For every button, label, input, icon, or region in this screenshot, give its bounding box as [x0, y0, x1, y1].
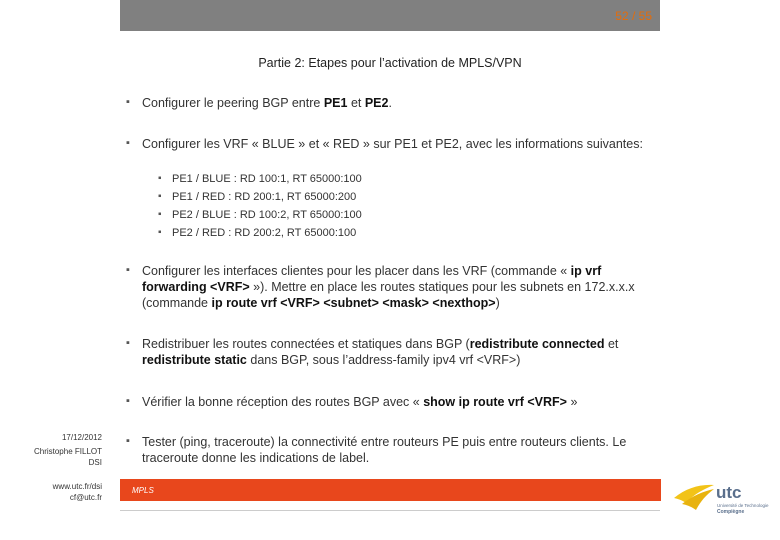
- bullet-test: [126, 434, 662, 466]
- slide-title: Partie 2: Etapes pour l’activation de MPLS/VPN: [258, 56, 522, 70]
- bullet-keyword: redistribute connected: [469, 337, 605, 351]
- bullet-keyword: redistribute static: [142, 353, 247, 367]
- bullet-interfaces: [126, 263, 662, 311]
- page-separator: /: [631, 9, 636, 23]
- bullet-redistribute: [126, 336, 662, 368]
- sub-bullet-marker: ▪: [158, 209, 162, 220]
- bullet-keyword: ip vrf forwarding <VRF>: [142, 264, 602, 294]
- bullet-text: et: [604, 337, 619, 351]
- sub-bullet-marker: ▪: [158, 191, 162, 202]
- bullet-text: Redistribuer les routes connectées et statiques dans BGP (: [142, 337, 470, 351]
- bullet-keyword: PE1: [323, 96, 348, 110]
- bullet-text: et: [347, 96, 365, 110]
- bullet-text: Configurer les VRF « BLUE » et « RED » sur PE1 et PE2, avec les informations suivantes:: [142, 137, 643, 151]
- sub-item: [158, 188, 357, 206]
- page-number: [615, 9, 652, 23]
- footer-bar: [120, 479, 661, 501]
- sub-item-text: PE1 / RED : RD 200:1, RT 65000:200: [172, 191, 357, 203]
- footer-label: MPLS: [132, 486, 154, 495]
- bullet-text: Vérifier la bonne réception des routes BGP avec «: [142, 395, 424, 409]
- sidebar-dept: DSI: [88, 458, 102, 467]
- sub-bullet-marker: ▪: [158, 227, 162, 238]
- bullet-marker: ▪: [126, 337, 130, 349]
- sub-item: [158, 206, 362, 224]
- bullet-vrf: [126, 136, 662, 152]
- sub-item: [158, 224, 357, 242]
- sub-item: [158, 170, 362, 188]
- sub-item-text: PE1 / BLUE : RD 100:1, RT 65000:100: [172, 173, 362, 185]
- sidebar-author: Christophe FILLOT: [33, 447, 102, 456]
- bullet-text: »). Mettre en place les routes statiques pour les subnets en 172.x.x.x (commande: [142, 280, 635, 310]
- bullet-text: ): [495, 296, 500, 310]
- logo-brand: utc: [716, 483, 742, 502]
- bullet-text: Configurer les interfaces clientes pour les placer dans les VRF (commande «: [142, 264, 571, 278]
- logo-line1: Université de Technologie: [717, 503, 769, 508]
- bullet-marker: ▪: [126, 395, 130, 407]
- header-bar: [120, 0, 660, 31]
- bullet-peering: [126, 95, 662, 111]
- page-total: 55: [638, 9, 652, 23]
- bullet-text: .: [388, 96, 392, 110]
- bullet-verify: [126, 394, 662, 410]
- bullet-keyword: show ip route vrf <VRF>: [423, 395, 567, 409]
- sidebar-email: cf@utc.fr: [69, 493, 102, 502]
- page-current: 52: [615, 9, 629, 23]
- logo-swoosh-icon: [674, 485, 714, 510]
- bullet-marker: ▪: [126, 137, 130, 149]
- bullet-marker: ▪: [126, 96, 130, 108]
- bullet-keyword: ip route vrf <VRF> <subnet> <mask> <nexthop>: [211, 296, 496, 310]
- bullet-text: dans BGP, sous l’address-family ipv4 vrf <VRF>): [246, 353, 521, 367]
- bullet-marker: ▪: [126, 264, 130, 276]
- bullet-text: Configurer le peering BGP entre: [142, 96, 324, 110]
- sidebar-date: 17/12/2012: [61, 433, 102, 442]
- bullet-keyword: PE2: [364, 96, 389, 110]
- utc-logo: [672, 478, 778, 518]
- sub-item-text: PE2 / RED : RD 200:2, RT 65000:100: [172, 227, 357, 239]
- bullet-marker: ▪: [126, 435, 130, 447]
- bullet-text: Tester (ping, traceroute) la connectivité entre routeurs PE puis entre routeurs clients. Le traceroute donne les indications de label.: [142, 435, 627, 465]
- bullet-text: »: [566, 395, 578, 409]
- footer-divider: [120, 510, 660, 511]
- sub-bullet-marker: ▪: [158, 173, 162, 184]
- sub-item-text: PE2 / BLUE : RD 100:2, RT 65000:100: [172, 209, 362, 221]
- logo-line2: Compiègne: [717, 509, 745, 515]
- sidebar-url: www.utc.fr/dsi: [52, 482, 102, 491]
